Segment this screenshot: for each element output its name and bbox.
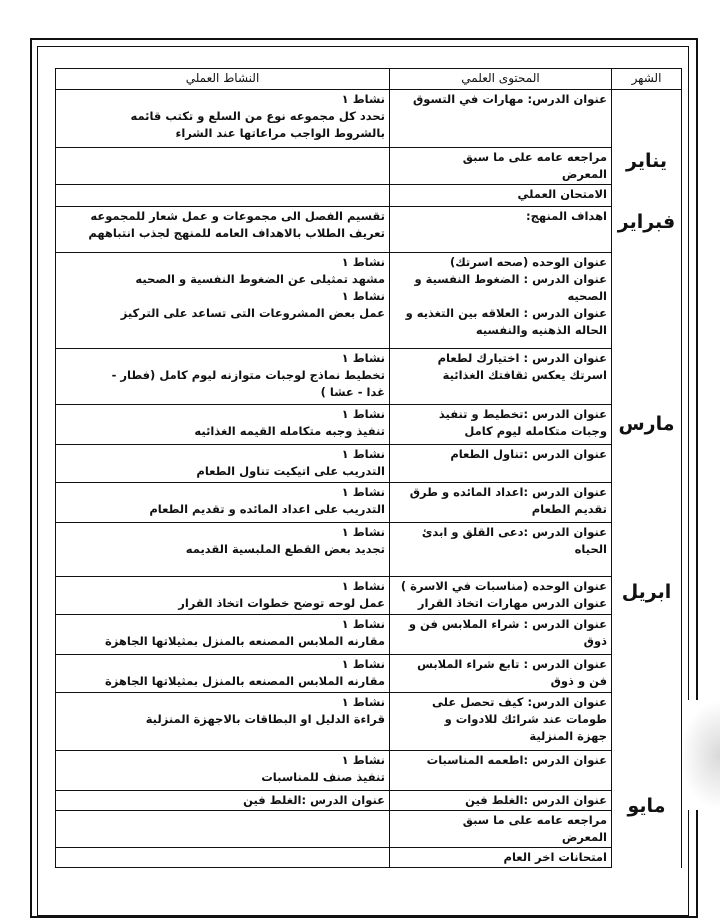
table-row: [56, 791, 682, 811]
activity-line: تنفيذ وجبه متكامله القيمه الغذائيه: [194, 424, 385, 438]
table-row: [56, 848, 682, 868]
activity-line: تحدد كل مجموعه نوع من السلع و تكتب قائمه: [130, 109, 385, 123]
content-line: ذوق: [583, 634, 607, 648]
content-cell: [390, 148, 612, 185]
activity-cell: [56, 148, 390, 185]
content-cell: [390, 90, 612, 148]
activity-cell: [56, 811, 390, 848]
content-line: الحاله الذهنيه والنفسيه: [475, 323, 607, 337]
header-content: المحتوى العلمي: [390, 69, 612, 90]
month-cell-march: مارس: [612, 253, 682, 577]
activity-line: تعريف الطلاب بالاهداف العامه للمنهج لجذب انتباههم: [88, 226, 385, 240]
activity-cell: [56, 207, 390, 253]
content-cell: [390, 751, 612, 791]
month-cell-february: فبراير: [612, 207, 682, 253]
activity-cell: [56, 445, 390, 483]
content-cell: [390, 523, 612, 577]
activity-line: نشاط ١: [341, 579, 385, 593]
month-cell-january: يناير: [612, 90, 682, 207]
activity-line: التدريب على اعداد المائده و تقديم الطعام: [149, 502, 385, 516]
content-line: فن و ذوق: [550, 674, 607, 688]
table-row: [56, 693, 682, 751]
activity-line: نشاط ١: [341, 255, 385, 269]
content-line: مراجعه عامه على ما سبق: [462, 150, 607, 164]
activity-line: مشهد تمثيلى عن الضغوط النفسية و الصحيه: [135, 272, 385, 286]
table-header-row: [56, 69, 682, 90]
table-row: [56, 90, 682, 148]
table-row: [56, 207, 682, 253]
curriculum-table: [55, 68, 682, 868]
content-cell: [390, 349, 612, 405]
content-line: عنوان الوحده (صحه اسرتك): [449, 255, 607, 269]
content-line: عنوان الدرس :تناول الطعام: [450, 447, 607, 461]
content-line: تقديم الطعام: [531, 502, 607, 516]
content-cell: [390, 848, 612, 868]
activity-line: قراءة الدليل او البطاقات بالاجهزة المنزلية: [145, 712, 385, 726]
activity-line: نشاط ١: [341, 289, 385, 303]
content-line: عنوان الدرس: كيف تحصل على: [432, 695, 607, 709]
table-row: [56, 349, 682, 405]
content-line: عنوان الدرس :اعداد المائده و طرق: [409, 485, 607, 499]
header-month: الشهر: [612, 69, 682, 90]
activity-line: نشاط ١: [341, 447, 385, 461]
content-cell: [390, 483, 612, 523]
content-cell: [390, 185, 612, 207]
activity-line: نشاط ١: [341, 525, 385, 539]
activity-line: نشاط ١: [341, 92, 385, 106]
activity-cell: [56, 791, 390, 811]
activity-cell: [56, 185, 390, 207]
table-row: [56, 483, 682, 523]
content-cell: [390, 811, 612, 848]
table-row: [56, 405, 682, 445]
content-line: مراجعه عامه على ما سبق: [462, 813, 607, 827]
content-line: عنوان الدرس :تخطيط و تنفيذ: [438, 407, 607, 421]
table-row: [56, 523, 682, 577]
content-line: امتحانات اخر العام: [503, 850, 607, 864]
activity-cell: [56, 523, 390, 577]
activity-cell: [56, 483, 390, 523]
activity-line: نشاط ١: [341, 695, 385, 709]
activity-cell: [56, 655, 390, 693]
activity-line: نشاط ١: [341, 617, 385, 631]
table-row: [56, 253, 682, 349]
table-row: [56, 185, 682, 207]
content-line: المعرض: [561, 167, 607, 181]
activity-line: تقسيم الفصل الى مجموعات و عمل شعار للمجموعه: [90, 209, 385, 223]
content-line: عنوان الدرس : العلاقه بين التغذيه و: [405, 306, 607, 320]
content-line: الصحيه: [567, 289, 607, 303]
content-line: عنوان الدرس مهارات اتخاذ القرار: [417, 596, 607, 610]
activity-line: نشاط ١: [341, 485, 385, 499]
content-line: عنوان الدرس :الغلط فين: [465, 793, 607, 807]
activity-line: عمل لوحه توضح خطوات اتخاذ القرار: [178, 596, 385, 610]
activity-cell: [56, 848, 390, 868]
activity-line: غدا - عشا ): [320, 385, 385, 399]
content-line: عنوان الدرس :اطعمه المناسبات: [426, 753, 607, 767]
content-line: اسرتك يعكس ثقافتك الغذائية: [442, 368, 607, 382]
content-cell: [390, 693, 612, 751]
activity-cell: [56, 90, 390, 148]
content-line: عنوان الوحده (مناسبات في الاسرة ): [400, 579, 607, 593]
content-line: المعرض: [561, 830, 607, 844]
content-cell: [390, 405, 612, 445]
content-line: طومات عند شرائك للادوات و: [444, 712, 607, 726]
activity-line: تنفيذ صنف للمناسبات: [261, 770, 385, 784]
activity-cell: [56, 577, 390, 615]
activity-cell: [56, 405, 390, 445]
table-row: [56, 615, 682, 655]
activity-line: مقارنه الملابس المصنعه بالمنزل بمثيلاتها الجاهزة: [104, 674, 385, 688]
activity-cell: [56, 693, 390, 751]
activity-line: نشاط ١: [341, 657, 385, 671]
activity-line: نشاط ١: [341, 351, 385, 365]
table-row: [56, 445, 682, 483]
activity-line: عنوان الدرس :الغلط فين: [243, 793, 385, 807]
content-cell: [390, 655, 612, 693]
table-row: [56, 577, 682, 615]
content-cell: [390, 791, 612, 811]
content-cell: [390, 253, 612, 349]
content-line: الامتحان العملي: [517, 187, 607, 201]
activity-line: بالشروط الواجب مراعاتها عند الشراء: [175, 126, 385, 140]
page-shadow: [680, 700, 720, 810]
content-line: عنوان الدرس : الضغوط النفسية و: [414, 272, 607, 286]
content-line: عنوان الدرس : تابع شراء الملابس: [417, 657, 607, 671]
content-cell: [390, 207, 612, 253]
activity-cell: [56, 253, 390, 349]
activity-line: مقارنه الملابس المصنعه بالمنزل بمثيلاتها الجاهزة: [104, 634, 385, 648]
content-line: عنوان الدرس: مهارات في التسوق: [413, 92, 607, 106]
content-line: وجبات متكامله ليوم كامل: [464, 424, 607, 438]
content-cell: [390, 445, 612, 483]
content-cell: [390, 577, 612, 615]
content-line: عنوان الدرس : شراء الملابس فن و: [408, 617, 607, 631]
month-cell-may: مايو: [612, 791, 682, 868]
activity-line: عمل بعض المشروعات التى تساعد على التركيز: [120, 306, 385, 320]
activity-line: تخطيط نماذج لوجبات متوازنه ليوم كامل (فطار -: [111, 368, 385, 382]
activity-cell: [56, 349, 390, 405]
content-line: عنوان الدرس : اختيارك لطعام: [437, 351, 607, 365]
table-row: [56, 655, 682, 693]
content-line: جهزة المنزلية: [529, 729, 607, 743]
table-row: [56, 811, 682, 848]
activity-cell: [56, 751, 390, 791]
table-row: [56, 751, 682, 791]
content-line: الحياه: [574, 542, 607, 556]
header-activity: النشاط العملي: [56, 69, 390, 90]
content-line: عنوان الدرس :دعى القلق و ابدئ: [421, 525, 607, 539]
content-line: اهداف المنهج:: [525, 209, 607, 223]
activity-line: نشاط ١: [341, 407, 385, 421]
activity-line: التدريب على اتيكيت تناول الطعام: [196, 464, 385, 478]
content-cell: [390, 615, 612, 655]
activity-line: نشاط ١: [341, 753, 385, 767]
month-cell-april: ابريل: [612, 577, 682, 791]
table-row: [56, 148, 682, 185]
activity-cell: [56, 615, 390, 655]
activity-line: تجديد بعض القطع الملبسية القديمه: [185, 542, 385, 556]
